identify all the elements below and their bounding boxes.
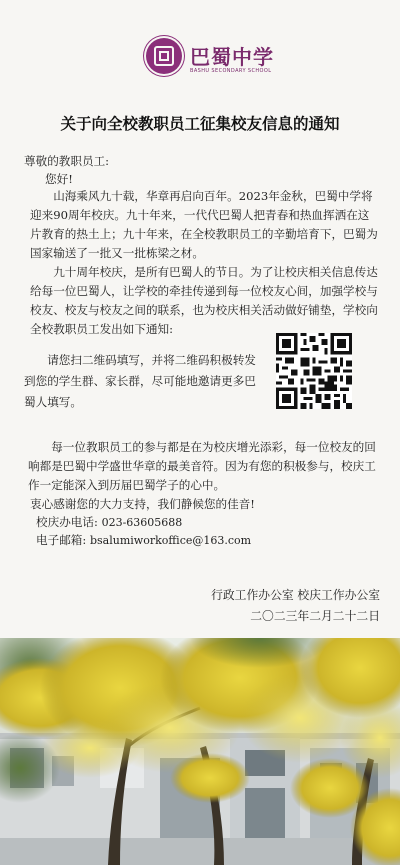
paragraph-history: 山海乘风九十载，华章再启向百年。2023年金秋，巴蜀中学将迎来90周年校庆。九十年来，一代代巴蜀人把青春和热血挥洒在这片教育的热土上；九十年来，在全校教职员工的辛勤培育下，巴蜀为国家输送了一批又一批栋梁之材。 bbox=[30, 189, 378, 260]
qr-code-icon[interactable] bbox=[276, 333, 352, 409]
paragraph-purpose: 九十周年校庆，是所有巴蜀人的节日。为了让校庆相关信息传达给每一位巴蜀人，让学校的牵挂传递到每一位校友心间，加强学校与校友、校友与校友之间的联系，也为校庆相关活动做好铺垫，学校向全校教职员工发出如下通知: bbox=[30, 265, 378, 336]
paragraph-qr-instruction: 请您扫二维码填写，并将二维码积极转发到您的学生群、家长群，尽可能地邀请更多巴蜀人填写。 bbox=[24, 353, 256, 409]
closing-line: 衷心感谢您的大力支持，我们静候您的佳音! bbox=[30, 497, 255, 511]
contact-phone bbox=[36, 513, 182, 532]
salutation: 尊敬的教职员工: bbox=[24, 154, 110, 168]
paragraph-appreciation: 每一位教职员工的参与都是在为校庆增光添彩，每一位校友的回响都是巴蜀中学盛世华章的最美音符。因为有您的积极参与，校庆工作一定能深入到历届巴蜀学子的心中。 bbox=[28, 440, 376, 492]
logo-chinese-name: 巴蜀中学 bbox=[190, 45, 274, 69]
phone-label: 校庆办电话: bbox=[36, 515, 98, 529]
phone-number: 023-63605688 bbox=[101, 516, 183, 529]
notice-title: 关于向全校教职员工征集校友信息的通知 bbox=[60, 114, 340, 133]
contact-email bbox=[36, 531, 251, 550]
school-seal-icon bbox=[146, 38, 182, 74]
signature-offices: 行政工作办公室 校庆工作办公室 bbox=[211, 588, 380, 602]
email-address: bsalumiworkoffice@163.com bbox=[89, 534, 252, 547]
email-label: 电子邮箱: bbox=[36, 533, 87, 547]
signature-date: 二〇二三年二月二十二日 bbox=[250, 609, 380, 623]
campus-photo bbox=[0, 638, 400, 865]
school-logo bbox=[146, 38, 274, 76]
logo-english-name: BASHU SECONDARY SCHOOL bbox=[190, 68, 272, 74]
greeting: 您好! bbox=[45, 172, 73, 186]
